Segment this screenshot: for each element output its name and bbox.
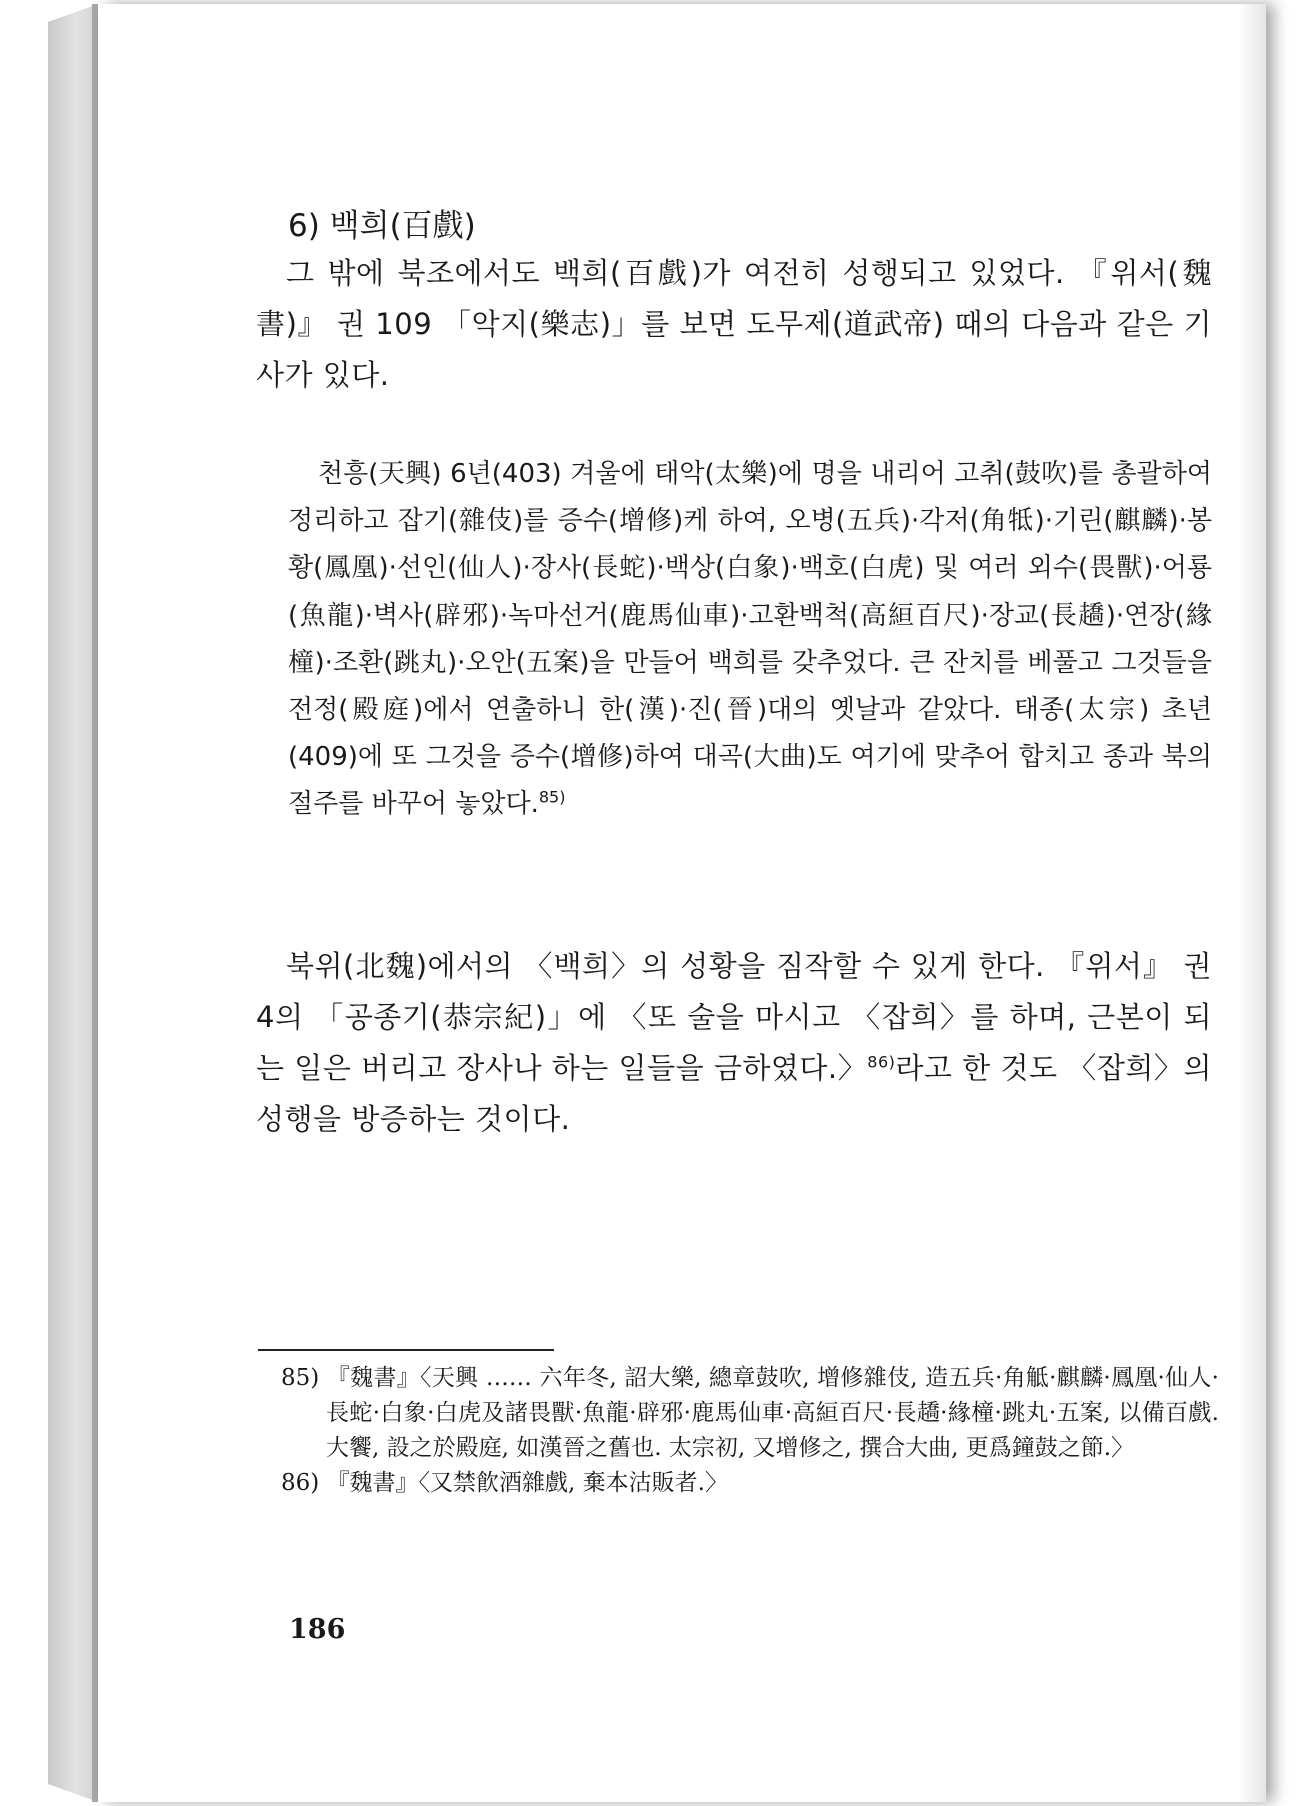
page-edge-shadow bbox=[1238, 4, 1266, 1802]
body-paragraph-1: 그 밖에 북조에서도 백희(百戲)가 여전히 성행되고 있었다. 『위서(魏書)』 권 109 「악지(樂志)」를 보면 도무제(道武帝) 때의 다음과 같은 기사가 있다. bbox=[256, 256, 1212, 392]
body-paragraph-2 bbox=[256, 941, 1212, 1145]
footnote-86: 86) 『魏書』〈又禁飮酒雜戲, 棄本沽販者.〉 bbox=[281, 1470, 728, 1496]
paragraph-2-text-b: 라고 한 것도 〈잡희〉의 성행을 방증하는 것이다. bbox=[256, 1051, 1212, 1136]
book-spine bbox=[48, 4, 98, 1802]
footnote-ref-86[interactable]: 86) bbox=[867, 1052, 896, 1072]
footnote-ref-85[interactable]: 85) bbox=[538, 787, 566, 807]
footnote-divider bbox=[258, 1349, 554, 1351]
footnote-85: 85) 『魏書』〈天興 …… 六年冬, 詔大樂, 總章鼓吹, 增修雜伎, 造五兵·角觝·麒麟·鳳凰·仙人·長蛇·白象·白虎及諸畏獸·魚龍·辟邪·鹿馬仙車·高絙百尺·長趫·緣橦·跳丸·五案, 以備百戲. 大饗, 設之於殿庭, 如漢晉之舊也. 太宗初, 又增修之, 撰合大曲, 更爲鐘鼓之節.〉 bbox=[281, 1365, 1219, 1461]
block-quotation bbox=[288, 451, 1212, 829]
book-page bbox=[98, 4, 1266, 1802]
page-number: 186 bbox=[289, 1614, 346, 1645]
quotation-text: 천흥(天興) 6년(403) 겨울에 태악(太樂)에 명을 내리어 고취(鼓吹)를 총괄하여 정리하고 잡기(雜伎)를 증수(增修)케 하여, 오병(五兵)·각저(角牴)·기린(麒麟)·봉황(鳳凰)·선인(仙人)·장사(長蛇)·백상(白象)·백호(白虎) 및 여러 외수(畏獸)·어룡(魚龍)·벽사(辟邪)·녹마선거(鹿馬仙車)·고환백척(高絙百尺)·장교(長趫)·연장(緣橦)·조환(跳丸)·오안(五案)을 만들어 백희를 갖추었다. 큰 잔치를 베풀고 그것들을 전정(殿庭)에서 연출하니 한(漢)·진(晉)대의 옛날과 같았다. 태종(太宗) 초년(409)에 또 그것을 증수(增修)하여 대곡(大曲)도 여기에 맞추어 합치고 종과 북의 절주를 바꾸어 놓았다. bbox=[288, 459, 1212, 820]
footnotes bbox=[281, 1361, 1219, 1501]
paragraph-2-text-a: 북위(北魏)에서의 〈백희〉의 성황을 짐작할 수 있게 한다. 『위서』 권 4의 「공종기(恭宗紀)」에 〈또 술을 마시고 〈잡희〉를 하며, 근본이 되는 일은 버리고 장사나 하는 일들을 금하였다.〉 bbox=[256, 949, 1212, 1085]
section-heading: 6) 백희(百戲) bbox=[288, 208, 476, 244]
